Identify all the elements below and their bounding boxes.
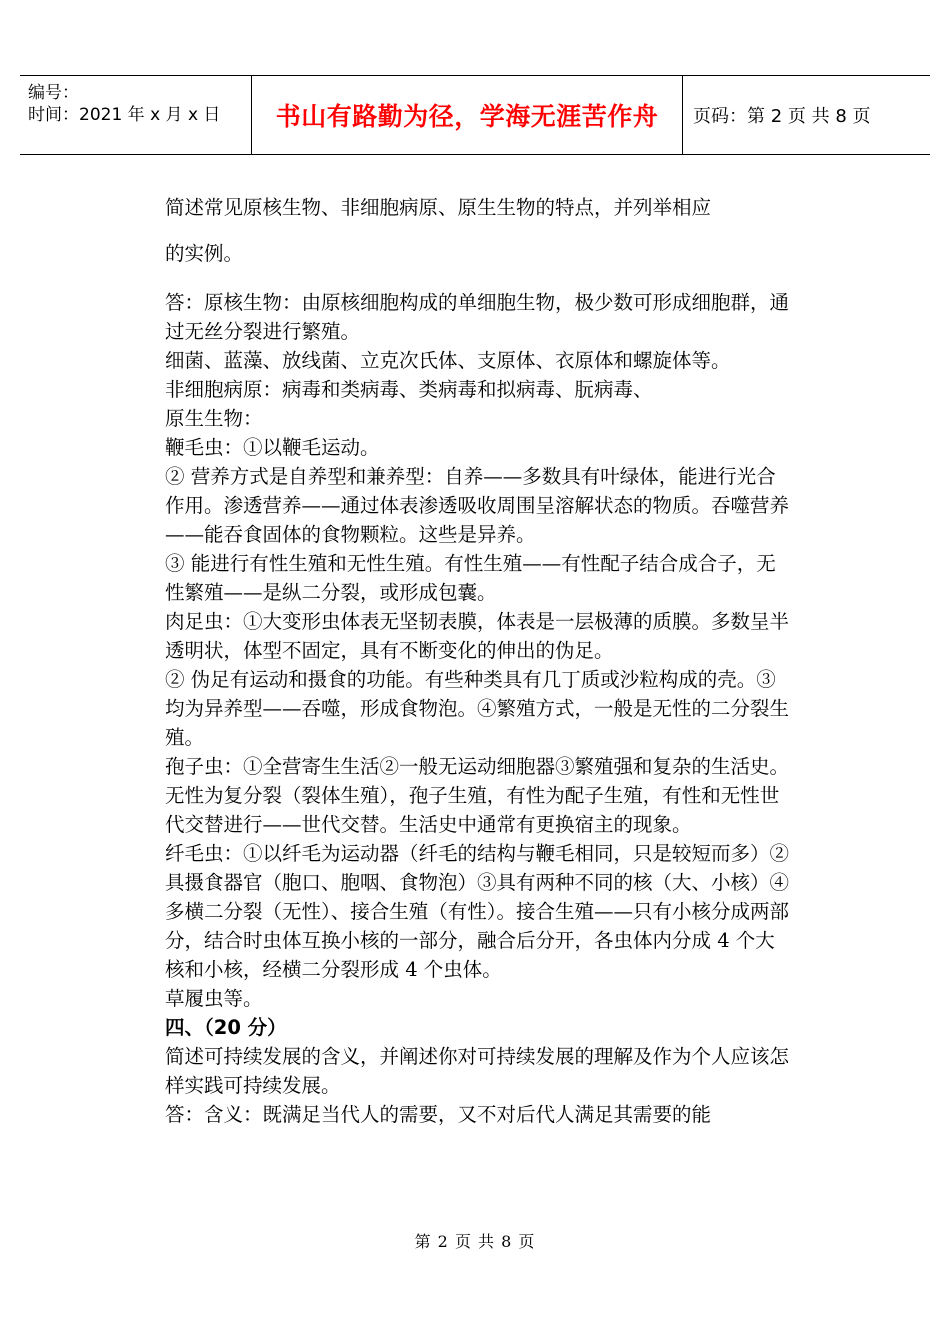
page-number-label: 页码：第 2 页 共 8 页 <box>693 106 871 127</box>
page-footer <box>0 1229 950 1252</box>
paragraph: 草履虫等。 <box>165 987 263 1010</box>
question-line-1: 简述常见原核生物、非细胞病原、原生生物的特点，并列举相应 <box>165 196 712 219</box>
serial-number-label: 编号： <box>28 83 79 103</box>
header-motto-cell <box>252 76 683 154</box>
paragraph: 答：含义：既满足当代人的需要，又不对后代人满足其需要的能 <box>165 1103 712 1126</box>
paragraph: 细菌、蓝藻、放线菌、立克次氏体、支原体、衣原体和螺旋体等。 <box>165 349 731 372</box>
header-page-cell <box>683 76 930 154</box>
paragraph: ② 营养方式是自养型和兼养型：自养——多数具有叶绿体，能进行光合作用。渗透营养——通过体表渗透吸收周围呈溶解状态的物质。吞噬营养——能吞食固体的食物颗粒。这些是异养。 <box>165 465 790 546</box>
footer-page-number: 第 2 页 共 8 页 <box>414 1232 536 1251</box>
motto-text: 书山有路勤为径，学海无涯苦作舟 <box>275 102 659 131</box>
header-meta-cell <box>20 76 252 154</box>
paragraph: 非细胞病原：病毒和类病毒、类病毒和拟病毒、朊病毒、 <box>165 378 653 401</box>
paragraph: 肉足虫：①大变形虫体表无坚韧表膜，体表是一层极薄的质膜。多数呈半透明状，体型不固定，具有不断变化的伸出的伪足。 <box>165 610 790 662</box>
question-line-2: 的实例。 <box>165 242 244 265</box>
section-heading: 四、（20 分） <box>165 1016 287 1039</box>
paragraph: 鞭毛虫：①以鞭毛运动。 <box>165 436 380 459</box>
paragraph: 纤毛虫：①以纤毛为运动器（纤毛的结构与鞭毛相同，只是较短而多）②具摄食器官（胞口、胞咽、食物泡）③具有两种不同的核（大、小核）④多横二分裂（无性）、接合生殖（有性）。接合生殖——只有小核分成两部分，结合时虫体互换小核的一部分，融合后分开，各虫体内分成 4 个大核和小核，经横二分裂形成 4 个虫体。 <box>165 842 790 981</box>
paragraph: 原生生物： <box>165 407 263 430</box>
paragraph: 简述可持续发展的含义，并阐述你对可持续发展的理解及作为个人应该怎样实践可持续发展。 <box>165 1045 790 1097</box>
paragraph: ② 伪足有运动和摄食的功能。有些种类具有几丁质或沙粒构成的壳。③均为异养型——吞噬，形成食物泡。④繁殖方式，一般是无性的二分裂生殖。 <box>165 668 790 749</box>
paragraph: 答：原核生物：由原核细胞构成的单细胞生物，极少数可形成细胞群，通过无丝分裂进行繁殖。 <box>165 291 790 343</box>
paragraph: ③ 能进行有性生殖和无性生殖。有性生殖——有性配子结合成合子，无性繁殖——是纵二分裂，或形成包囊。 <box>165 552 776 604</box>
time-label: 时间：2021 年 x 月 x 日 <box>28 105 221 125</box>
document-body <box>165 193 790 1129</box>
page-header <box>20 75 930 155</box>
paragraph: 孢子虫：①全营寄生生活②一般无运动细胞器③繁殖强和复杂的生活史。无性为复分裂（裂体生殖），孢子生殖，有性为配子生殖，有性和无性世代交替进行——世代交替。生活史中通常有更换宿主的现象。 <box>165 755 790 836</box>
